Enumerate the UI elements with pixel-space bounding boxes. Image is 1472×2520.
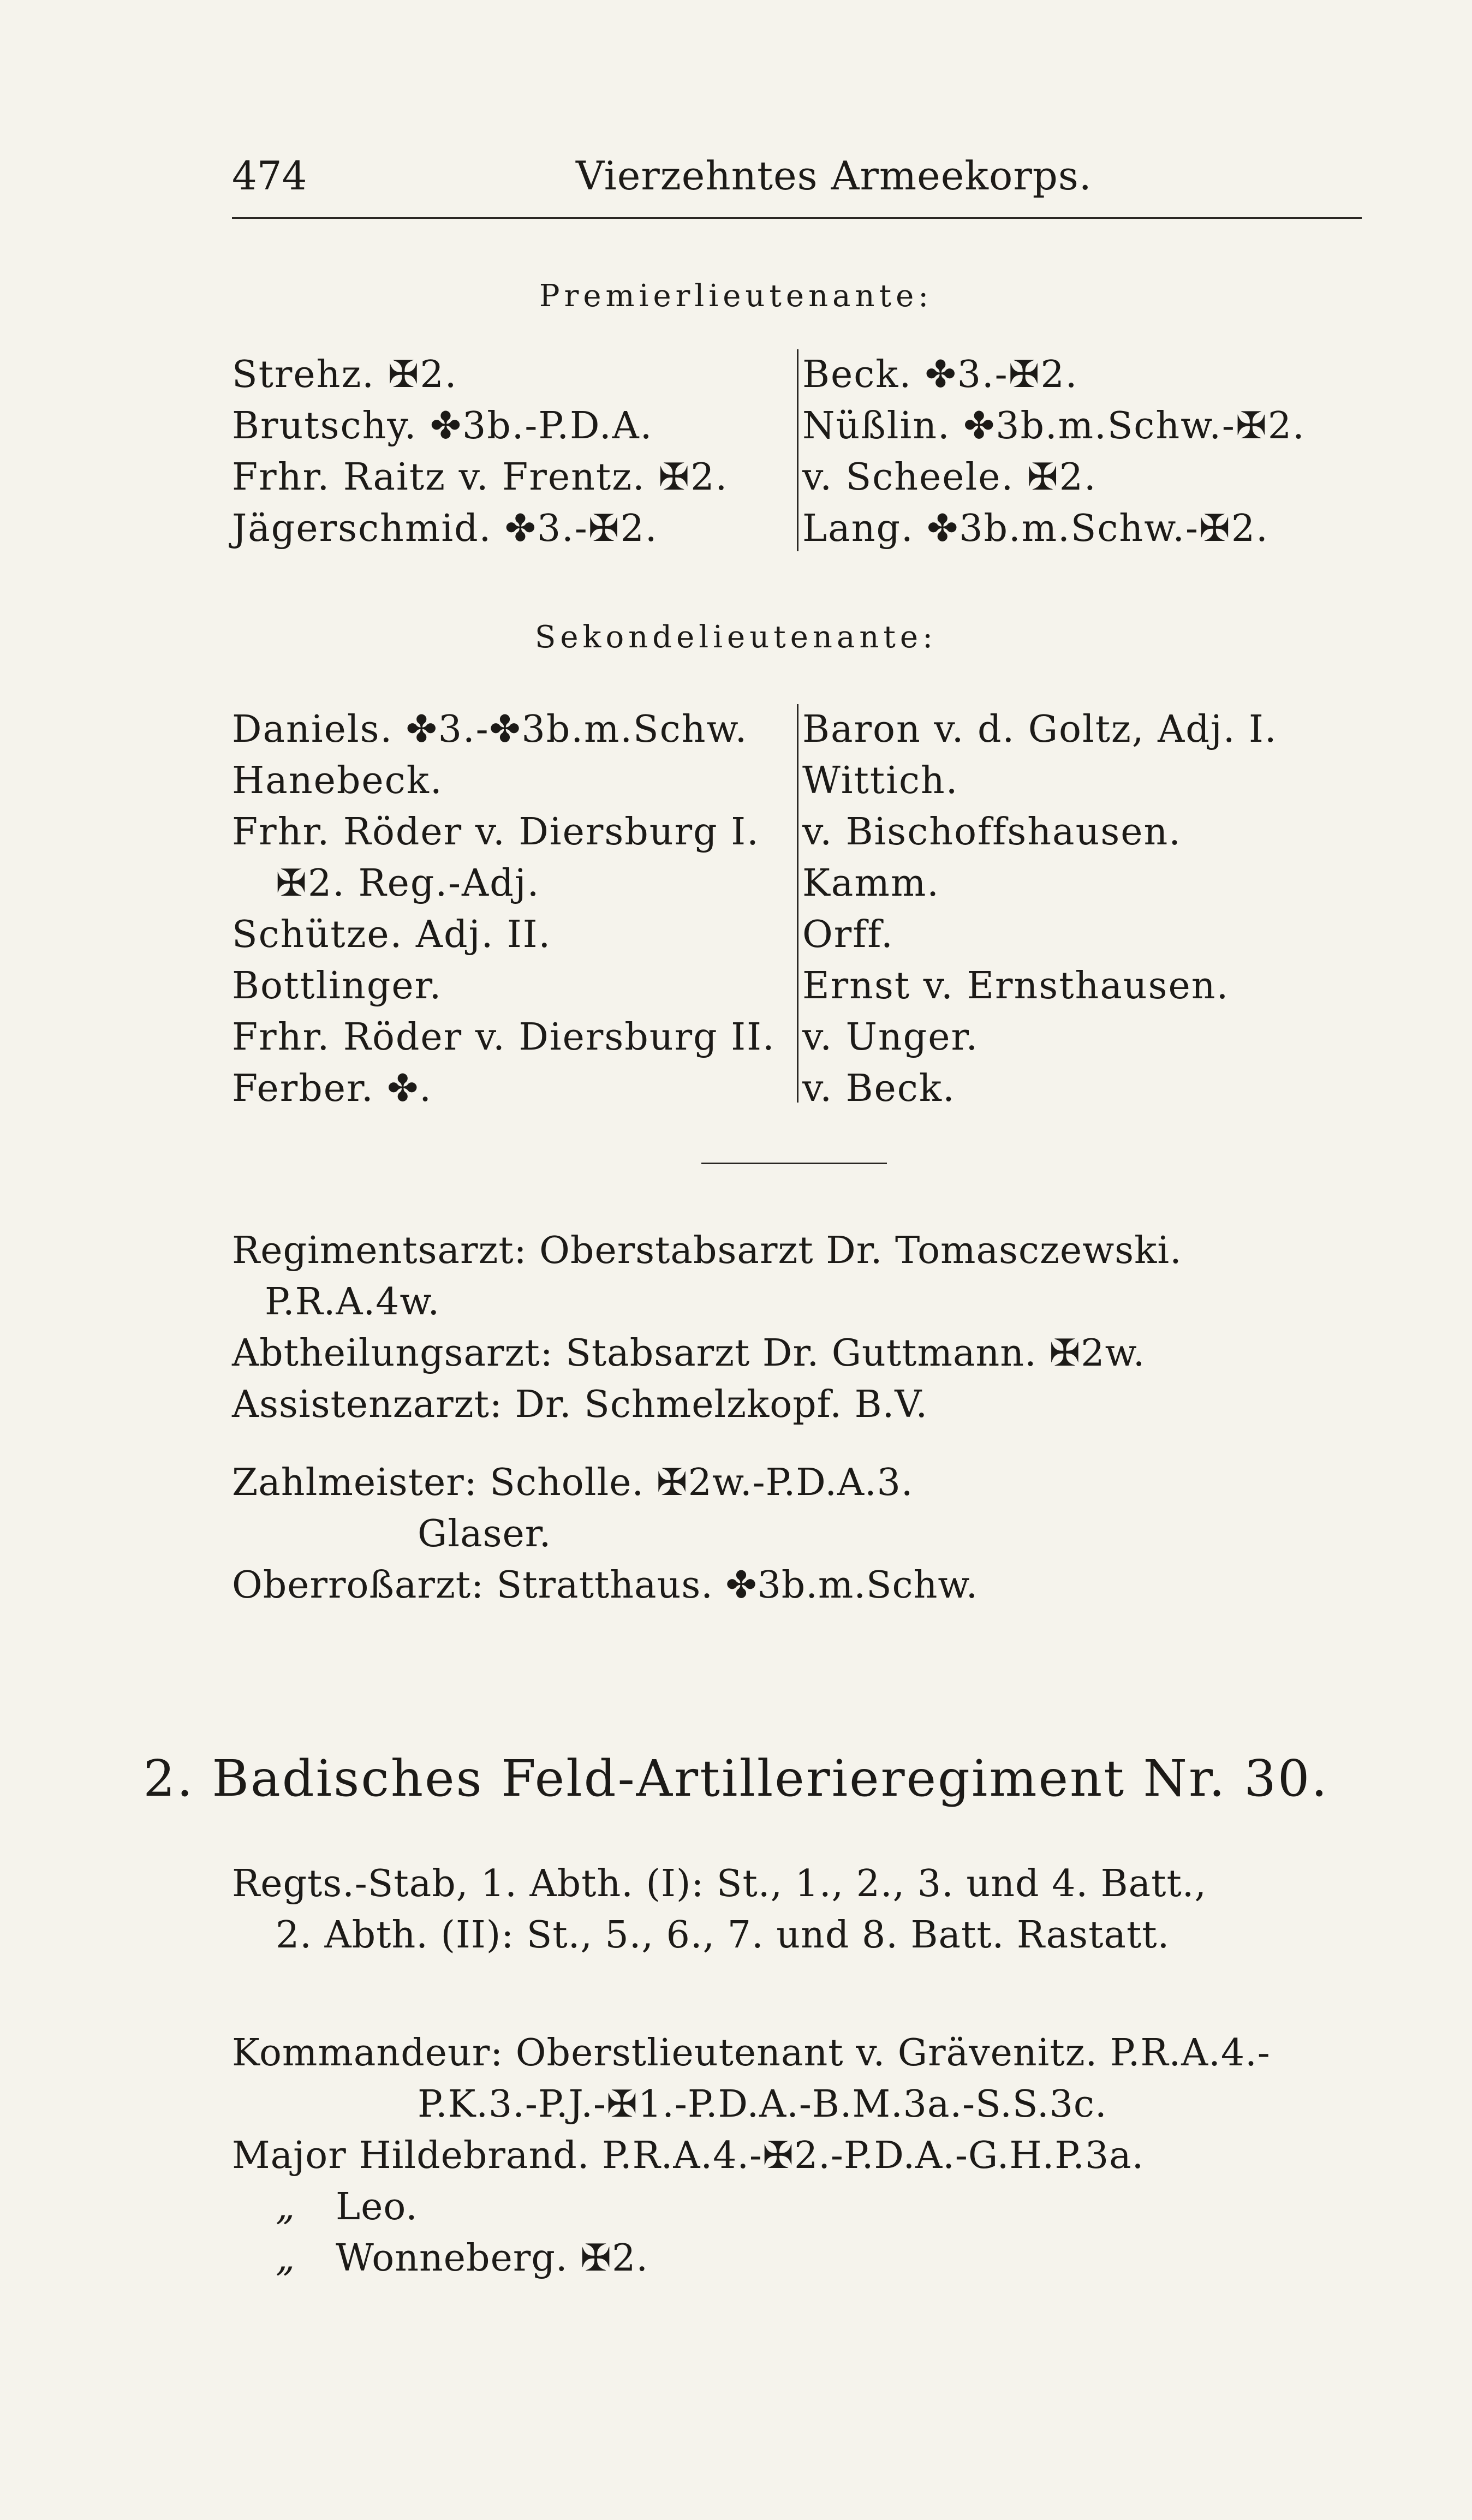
sekonde-left-column — [232, 704, 794, 1115]
list-item: Wittich. — [802, 759, 959, 802]
quarters-line-2: 2. Abth. (II): St., 5., 6., 7. und 8. Batt. Rastatt. — [276, 1914, 1170, 1957]
list-item: Kamm. — [802, 862, 940, 905]
list-item: Baron v. d. Goltz, Adj. I. — [802, 708, 1278, 751]
section-divider — [701, 1163, 887, 1164]
list-item: Orff. — [802, 913, 894, 956]
list-item: v. Bischoffshausen. — [802, 811, 1182, 854]
list-item: Brutschy. ✤3b.-P.D.A. — [232, 404, 653, 448]
list-item: Strehz. ✠2. — [232, 353, 458, 396]
abtheilungsarzt-line: Abtheilungsarzt: Stabsarzt Dr. Guttmann. ✠2w. — [232, 1332, 1146, 1375]
quarters-line-1: Regts.-Stab, 1. Abth. (I): St., 1., 2., 3. und 4. Batt., — [232, 1862, 1207, 1905]
regimentsarzt-orders: P.R.A.4w. — [265, 1280, 440, 1324]
list-item: v. Scheele. ✠2. — [802, 456, 1097, 499]
list-item: Beck. ✤3.-✠2. — [802, 353, 1078, 396]
list-item: Daniels. ✤3.-✤3b.m.Schw. — [232, 708, 748, 751]
medical-staff — [232, 1225, 1378, 1431]
assistenzarzt-line: Assistenzarzt: Dr. Schmelzkopf. B.V. — [232, 1383, 928, 1426]
column-divider — [797, 704, 798, 1103]
ditto-mark: „ — [276, 2185, 296, 2229]
regiment-title: 2. Badisches Feld-Artillerieregiment Nr. 30. — [143, 1749, 1329, 1808]
list-item: v. Beck. — [802, 1067, 956, 1110]
list-item: Frhr. Röder v. Diersburg I. — [232, 811, 760, 854]
kommandeur-orders: P.K.3.-P.J.-✠1.-P.D.A.-B.M.3a.-S.S.3c. — [418, 2083, 1107, 2126]
kommandeur-line: Kommandeur: Oberstlieutenant v. Grävenitz. P.R.A.4.- — [232, 2032, 1271, 2075]
list-item: Schütze. Adj. II. — [232, 913, 552, 956]
regimentsarzt-line: Regimentsarzt: Oberstabsarzt Dr. Tomasczewski. — [232, 1229, 1182, 1272]
list-item: Hanebeck. — [232, 759, 443, 802]
running-head — [232, 147, 1356, 207]
regiment-officers — [232, 2028, 1378, 2284]
zahlmeister-second-line: Glaser. — [418, 1512, 552, 1556]
list-item: Frhr. Raitz v. Frentz. ✠2. — [232, 456, 729, 499]
running-title: Vierzehntes Armeekorps. — [576, 153, 1092, 199]
premier-left-column — [232, 349, 794, 555]
regiment-quarters — [232, 1858, 1378, 1961]
ditto-mark: „ — [276, 2237, 296, 2280]
premier-roster — [232, 349, 1373, 557]
major-name-wonneberg: Wonneberg. ✠2. — [336, 2237, 648, 2280]
header-rule — [232, 217, 1362, 219]
major-line-1: Major Hildebrand. P.R.A.4.-✠2.-P.D.A.-G.H.P.3a. — [232, 2134, 1145, 2177]
list-item: Nüßlin. ✤3b.m.Schw.-✠2. — [802, 404, 1306, 448]
premier-heading: Premierlieutenante: — [539, 278, 933, 314]
sekonde-heading: Sekondelieutenante: — [535, 619, 937, 655]
column-divider — [797, 349, 798, 551]
list-item: Bottlinger. — [232, 964, 443, 1008]
sekonde-roster — [232, 704, 1373, 1119]
oberrossarzt-line: Oberroßarzt: Stratthaus. ✤3b.m.Schw. — [232, 1564, 979, 1607]
list-item: Frhr. Röder v. Diersburg II. — [232, 1016, 776, 1059]
list-item: v. Unger. — [802, 1016, 979, 1059]
major-name-leo: Leo. — [336, 2185, 418, 2229]
list-item: Ferber. ✤. — [232, 1067, 432, 1110]
list-item: Jägerschmid. ✤3.-✠2. — [232, 507, 658, 550]
major-line-2 — [232, 2182, 1378, 2233]
premier-right-column — [802, 349, 1375, 555]
page-number: 474 — [232, 153, 307, 199]
major-line-3 — [232, 2233, 1378, 2284]
list-item: ✠2. Reg.-Adj. — [276, 862, 540, 905]
list-item: Lang. ✤3b.m.Schw.-✠2. — [802, 507, 1269, 550]
zahlmeister-line: Zahlmeister: Scholle. ✠2w.-P.D.A.3. — [232, 1461, 914, 1504]
administrative-staff — [232, 1457, 1378, 1611]
list-item: Ernst v. Ernsthausen. — [802, 964, 1230, 1008]
sekonde-right-column — [802, 704, 1375, 1115]
